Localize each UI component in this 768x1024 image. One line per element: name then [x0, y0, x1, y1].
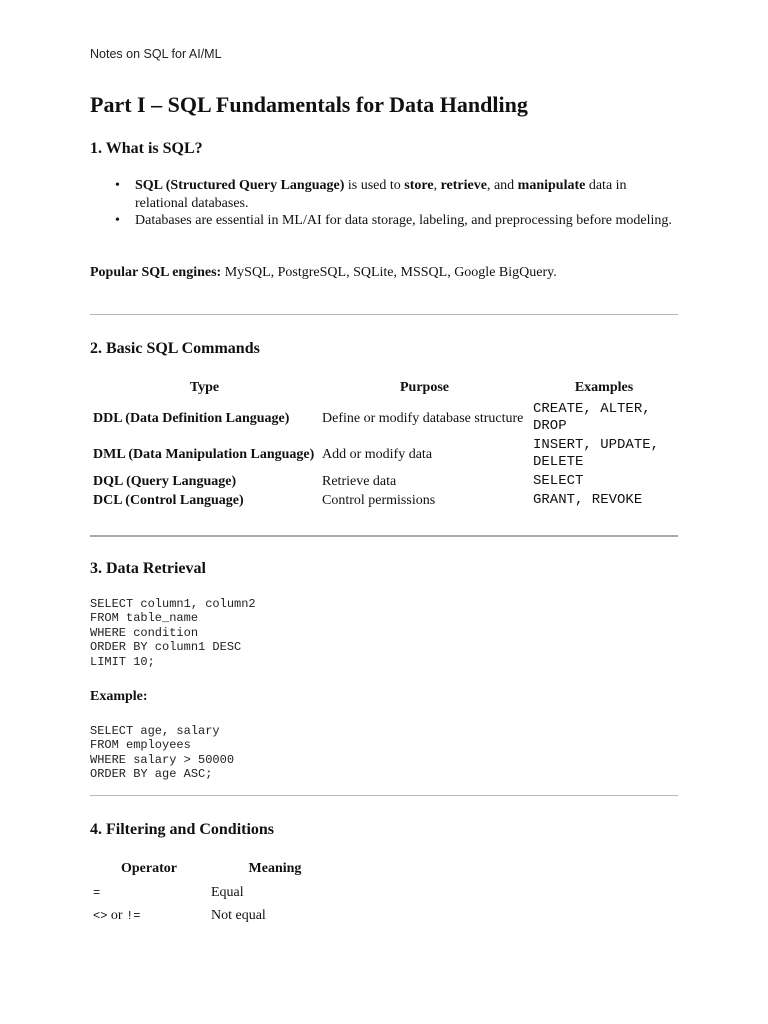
cell-purpose: Add or modify data [322, 446, 433, 462]
section-heading-filtering: 4. Filtering and Conditions [90, 821, 275, 838]
cell-purpose: Retrieve data [322, 474, 397, 489]
list-item [90, 177, 678, 212]
commands-table [90, 376, 678, 510]
table-header-row [90, 376, 678, 400]
operator-code: = [93, 885, 101, 900]
section-heading-basic-commands: 2. Basic SQL Commands [90, 340, 260, 357]
text-span: , and [486, 178, 518, 193]
table-row [90, 881, 342, 904]
cell-type: DDL (Data Definition Language) [93, 410, 290, 426]
page-title: Part I – SQL Fundamentals for Data Handling [90, 92, 528, 117]
bold-term-manipulate: manipulate [517, 178, 586, 193]
operator-connector: or [107, 907, 127, 923]
popular-engines-value: MySQL, PostgreSQL, SQLite, MSSQL, Google BigQuery. [221, 265, 557, 280]
operator-code: <> [93, 908, 108, 923]
code-block-example: SELECT age, salary FROM employees WHERE salary > 50000 ORDER BY age ASC; [90, 724, 235, 782]
cell-operator [90, 904, 208, 927]
bold-term-store: store [404, 178, 434, 193]
column-header-operator: Operator [121, 861, 177, 876]
popular-engines-label: Popular SQL engines: [90, 265, 222, 280]
cell-examples: SELECT [533, 473, 584, 489]
table-row [90, 472, 678, 491]
table-row [90, 400, 678, 436]
cell-examples: INSERT, UPDATE, DELETE [533, 437, 660, 470]
cell-purpose: Control permissions [322, 493, 436, 508]
cell-type: DCL (Control Language) [93, 493, 244, 508]
cell-examples: GRANT, REVOKE [533, 492, 643, 508]
section-heading-what-is-sql: 1. What is SQL? [90, 140, 203, 157]
table-header-row [90, 857, 342, 881]
cell-purpose: Define or modify database structure [322, 410, 524, 426]
divider [90, 795, 678, 796]
cell-operator [90, 881, 208, 904]
cell-meaning: Not equal [211, 907, 266, 923]
list-item: • Databases are essential in ML/AI for data storage, labeling, and preprocessing before modeling. [90, 212, 678, 230]
divider [90, 535, 678, 537]
cell-meaning: Equal [211, 884, 244, 900]
header-note: Notes on SQL for AI/ML [90, 47, 222, 61]
code-block-retrieval-syntax: SELECT column1, column2 FROM table_name WHERE condition ORDER BY column1 DESC LIMIT 10; [90, 597, 256, 669]
section-heading-data-retrieval: 3. Data Retrieval [90, 560, 206, 577]
cell-type: DQL (Query Language) [93, 474, 237, 489]
divider [90, 314, 678, 315]
bullet-list [90, 177, 678, 230]
example-label: Example: [90, 689, 148, 704]
operator-code: != [126, 908, 141, 923]
column-header-type: Type [189, 380, 220, 395]
column-header-purpose: Purpose [400, 380, 449, 395]
text-span: data in relational databases. [135, 178, 627, 211]
bold-term-retrieve: retrieve [440, 178, 487, 193]
column-header-examples: Examples [574, 380, 634, 395]
text-span: , [433, 178, 441, 193]
cell-type: DML (Data Manipulation Language) [93, 446, 315, 462]
popular-engines [90, 265, 557, 281]
text-span: is used to [344, 178, 405, 193]
table-row [90, 904, 342, 927]
bold-term-sql: SQL (Structured Query Language) [135, 178, 345, 193]
cell-examples: CREATE, ALTER, DROP [533, 401, 651, 434]
table-row [90, 491, 678, 510]
operators-table [90, 857, 342, 927]
table-row [90, 436, 678, 472]
column-header-meaning: Meaning [248, 861, 302, 876]
